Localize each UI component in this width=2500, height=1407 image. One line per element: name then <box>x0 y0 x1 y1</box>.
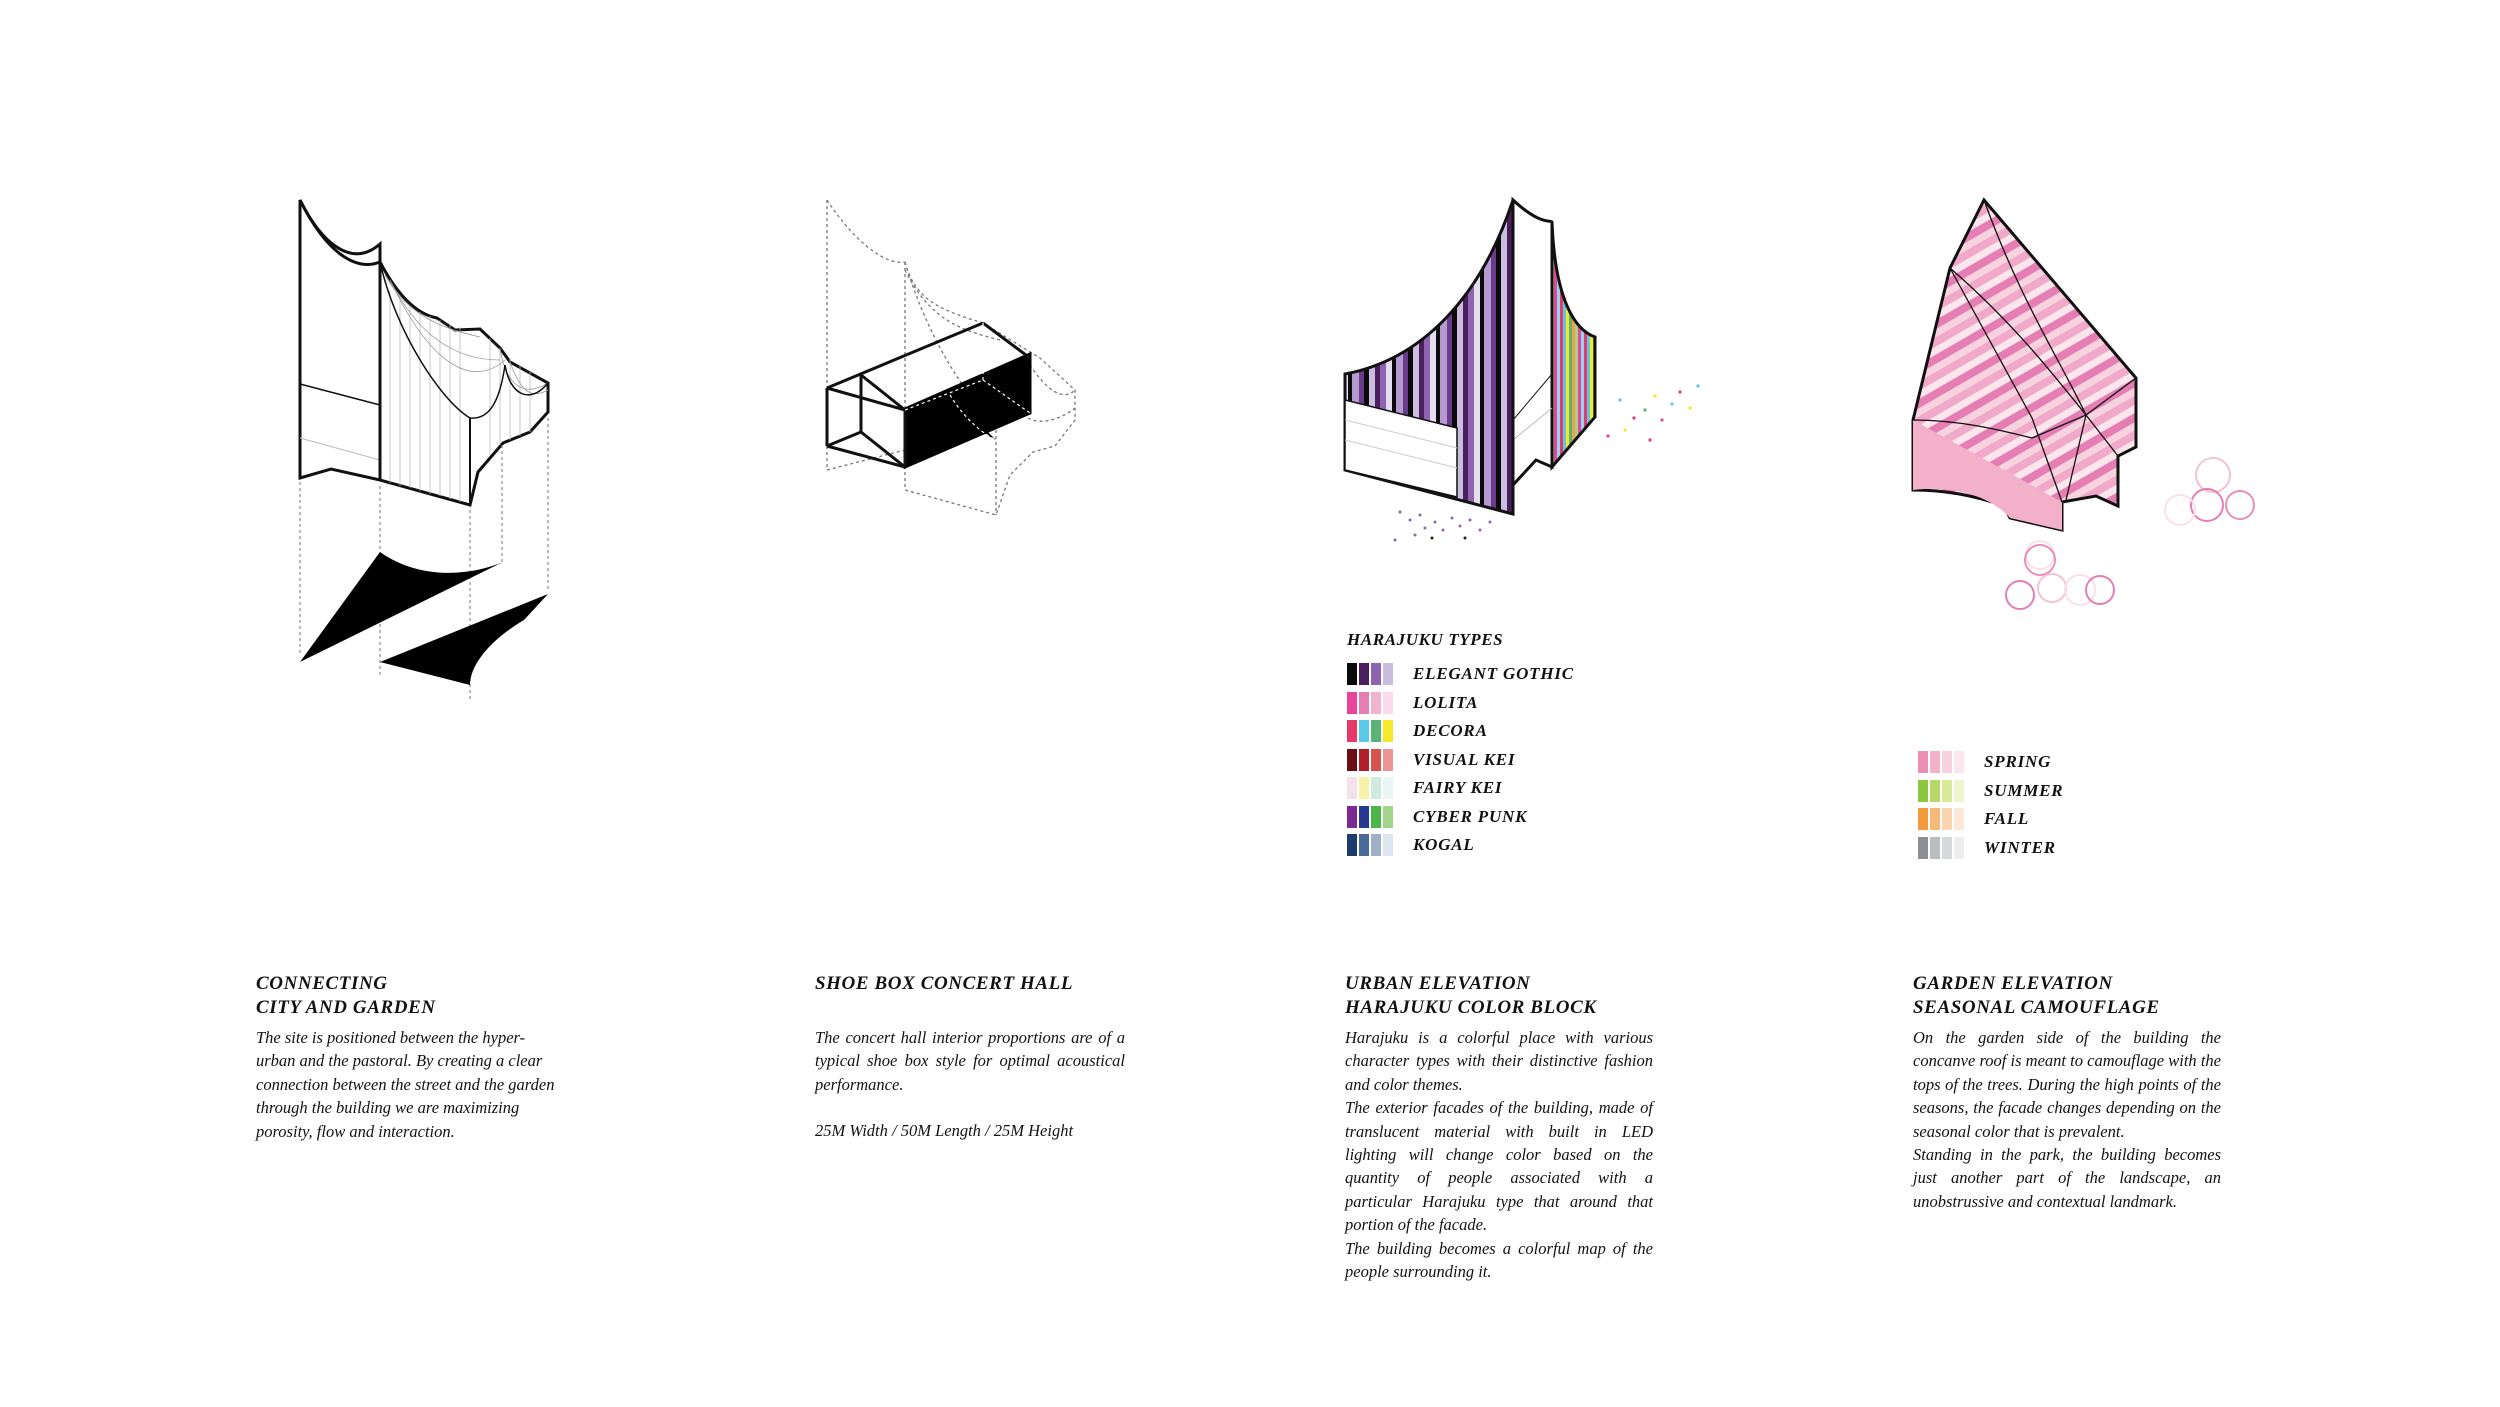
title-line: SHOE BOX CONCERT HALL <box>815 973 1074 994</box>
paragraph: The building becomes a colorful map of the people surrounding it. <box>1345 1238 1653 1282</box>
legend-item-fall <box>1918 805 2063 834</box>
legend-label: FAIRY KEI <box>1413 778 1503 798</box>
paragraph: The exterior facades of the building, made of translucent material with built in LED lighting will change color based on the quantity of people associated with a particular Harajuku type that around that portion of the facade. <box>1345 1098 1653 1235</box>
color-swatch <box>1371 663 1381 685</box>
paragraph: On the garden side of the building the concanve roof is meant to camouflage with the tops of the trees. During the high points of the seasons, the facade changes depending on the seasonal color that is prevalent. <box>1913 1028 2221 1141</box>
title-line: GARDEN ELEVATION <box>1913 973 2113 994</box>
color-swatch <box>1942 751 1952 773</box>
color-swatch <box>1918 837 1928 859</box>
legend-label: KOGAL <box>1413 835 1475 855</box>
color-swatch <box>1359 692 1369 714</box>
color-swatch <box>1359 720 1369 742</box>
color-swatch-group <box>1347 749 1393 771</box>
color-swatch <box>1371 806 1381 828</box>
legend-label: WINTER <box>1984 837 2056 857</box>
legend-label: SUMMER <box>1984 780 2064 800</box>
color-swatch <box>1918 780 1928 802</box>
legend-label: FALL <box>1984 809 2030 829</box>
color-swatch <box>1347 663 1357 685</box>
color-swatch <box>1383 749 1393 771</box>
title-line: CONNECTING <box>256 973 388 994</box>
color-swatch <box>1359 663 1369 685</box>
title-line: SEASONAL CAMOUFLAGE <box>1913 997 2160 1018</box>
text-column-urban <box>1345 972 1653 1283</box>
color-swatch <box>1347 834 1357 856</box>
legend-label: VISUAL KEI <box>1413 749 1516 769</box>
legend-item-kogal <box>1347 831 1574 860</box>
color-swatch <box>1371 749 1381 771</box>
legend-item-summer <box>1918 777 2063 806</box>
color-swatch-group <box>1918 751 1964 773</box>
color-swatch <box>1371 777 1381 799</box>
color-swatch <box>1383 692 1393 714</box>
color-swatch <box>1942 837 1952 859</box>
text-column-connecting <box>256 972 564 1143</box>
legend-item-visual-kei <box>1347 746 1574 775</box>
color-swatch <box>1930 780 1940 802</box>
legend-label: ELEGANT GOTHIC <box>1413 664 1574 684</box>
column-body <box>815 1026 1125 1143</box>
paragraph: The site is positioned between the hyper-urban and the pastoral. By creating a clear connection between the street and the garden through the building we are maximizing porosity, flow and interaction. <box>256 1028 555 1141</box>
column-title <box>1345 972 1653 1020</box>
column-title <box>1913 972 2221 1020</box>
color-swatch-group <box>1347 663 1393 685</box>
legend-item-winter <box>1918 834 2063 863</box>
color-swatch <box>1930 751 1940 773</box>
color-swatch-group <box>1347 720 1393 742</box>
legend-item-lolita <box>1347 689 1574 718</box>
legend-label: LOLITA <box>1413 692 1479 712</box>
color-swatch <box>1383 777 1393 799</box>
column-title <box>815 972 1125 996</box>
legend-item-fairy-kei <box>1347 774 1574 803</box>
garden-building <box>1913 200 2136 530</box>
paragraph: Harajuku is a colorful place with various character types with their distinctive fashion and color themes. <box>1345 1028 1653 1094</box>
legend-item-decora <box>1347 717 1574 746</box>
color-swatch <box>1942 808 1952 830</box>
color-swatch <box>1371 692 1381 714</box>
color-swatch <box>1371 720 1381 742</box>
legend-label: SPRING <box>1984 752 2052 772</box>
title-line: URBAN ELEVATION <box>1345 973 1531 994</box>
text-column-garden <box>1913 972 2221 1213</box>
color-swatch <box>1954 837 1964 859</box>
legend-label: DECORA <box>1413 721 1488 741</box>
color-swatch <box>1383 663 1393 685</box>
legend-item-elegant-gothic <box>1347 660 1574 689</box>
column-body <box>256 1026 564 1143</box>
color-swatch <box>1347 806 1357 828</box>
color-swatch <box>1371 834 1381 856</box>
title-line: HARAJUKU COLOR BLOCK <box>1345 997 1597 1018</box>
color-swatch-group <box>1918 837 1964 859</box>
color-swatch <box>1347 692 1357 714</box>
color-swatch-group <box>1918 808 1964 830</box>
color-swatch <box>1359 749 1369 771</box>
legend-title: HARAJUKU TYPES <box>1347 630 1504 649</box>
color-swatch <box>1383 834 1393 856</box>
text-column-shoebox <box>815 972 1125 1143</box>
column-title <box>256 972 564 1020</box>
title-line: CITY AND GARDEN <box>256 997 436 1018</box>
color-swatch <box>1383 720 1393 742</box>
seasons-legend <box>1918 748 2063 862</box>
legend-item-cyber-punk <box>1347 803 1574 832</box>
color-swatch <box>1930 808 1940 830</box>
paragraph: The concert hall interior proportions are of a typical shoe box style for optimal acoustical performance. <box>815 1028 1125 1094</box>
color-swatch <box>1347 777 1357 799</box>
color-swatch <box>1942 780 1952 802</box>
column-body <box>1913 1026 2221 1213</box>
color-swatch <box>1359 806 1369 828</box>
color-swatch <box>1954 780 1964 802</box>
paragraph: Standing in the park, the building becomes just another part of the landscape, an unobstrussive and contextual landmark. <box>1913 1145 2221 1211</box>
color-swatch-group <box>1347 806 1393 828</box>
color-swatch <box>1918 751 1928 773</box>
dimensions-text: 25M Width / 50M Length / 25M Height <box>815 1121 1074 1141</box>
color-swatch <box>1954 751 1964 773</box>
harajuku-types-legend <box>1347 630 1574 860</box>
color-swatch <box>1930 837 1940 859</box>
color-swatch-group <box>1347 834 1393 856</box>
color-swatch <box>1359 834 1369 856</box>
color-swatch-group <box>1347 777 1393 799</box>
legend-item-spring <box>1918 748 2063 777</box>
color-swatch-group <box>1918 780 1964 802</box>
color-swatch <box>1954 808 1964 830</box>
color-swatch-group <box>1347 692 1393 714</box>
color-swatch <box>1347 749 1357 771</box>
column-body <box>1345 1026 1653 1283</box>
color-swatch <box>1359 777 1369 799</box>
color-swatch <box>1383 806 1393 828</box>
legend-label: CYBER PUNK <box>1413 806 1528 826</box>
color-swatch <box>1918 808 1928 830</box>
color-swatch <box>1347 720 1357 742</box>
